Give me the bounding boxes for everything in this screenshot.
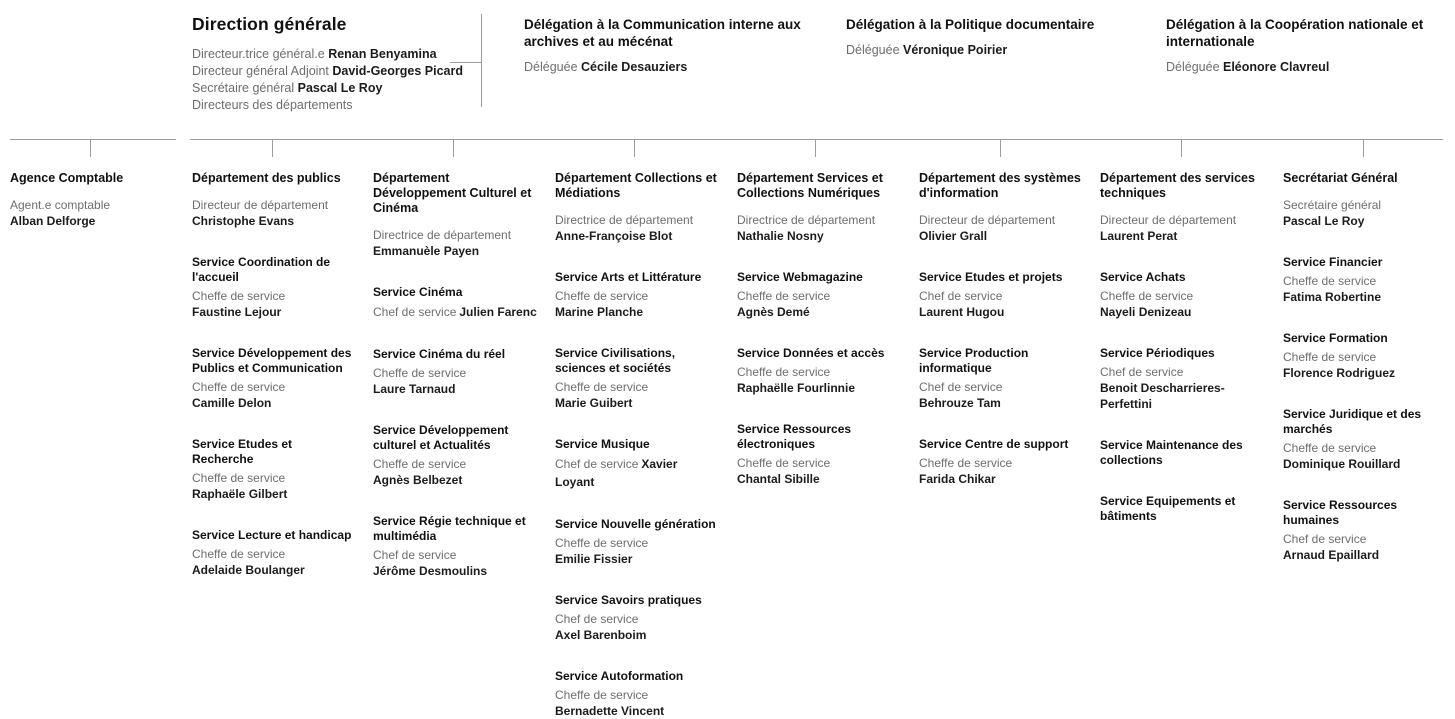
department-title: Département des publics: [192, 171, 341, 185]
head-role: Directeur de département: [1100, 213, 1237, 227]
head-name: Christophe Evans: [192, 214, 295, 228]
department-head: [555, 212, 719, 244]
service-chief-name: Arnaud Epaillard: [1283, 548, 1380, 562]
service-chief-name: Faustine Lejour: [192, 305, 282, 319]
service-block: [192, 437, 356, 502]
department-head: [919, 212, 1083, 244]
delegation-person: [1166, 60, 1434, 74]
service-block: [919, 437, 1083, 487]
service-role: Chef de service: [555, 457, 639, 471]
service-block: [192, 528, 356, 578]
services: [919, 270, 1083, 487]
delegation-title: Délégation à la Politique documentaire: [846, 17, 1095, 32]
service-chief-name: Chantal Sibille: [737, 472, 820, 486]
head-role: Directrice de département: [555, 213, 694, 227]
service-title: Service Musique: [555, 437, 650, 451]
service-role: Cheffe de service: [373, 366, 467, 380]
service-chief-name: Dominique Rouillard: [1283, 457, 1401, 471]
service-block: [737, 270, 901, 320]
service-role: Cheffe de service: [1283, 441, 1377, 455]
service-role: Cheffe de service: [555, 688, 649, 702]
service-block: [555, 346, 719, 411]
head-role: Secrétaire général: [1283, 198, 1382, 212]
department-title: Agence Comptable: [10, 171, 124, 185]
service-title: Service Savoirs pratiques: [555, 593, 702, 607]
service-chief-name: Julien Farenc: [459, 305, 537, 319]
department-column: [1100, 171, 1264, 527]
services: [373, 285, 537, 579]
service-block: [555, 270, 719, 320]
direction-title: Direction générale: [192, 14, 347, 34]
delegation-title: Délégation à la Communication interne aux archives et au mécénat: [524, 17, 801, 49]
service-chief-name: Behrouze Tam: [919, 396, 1001, 410]
direction-member: [192, 63, 472, 80]
service-title: Service Ressources humaines: [1283, 498, 1398, 527]
service-chief-name: Axel Barenboim: [555, 628, 647, 642]
department-title: Secrétariat Général: [1283, 171, 1398, 185]
service-block: [1283, 407, 1447, 472]
service-chief-name: Nayeli Denizeau: [1100, 305, 1192, 319]
head-role: Directrice de département: [373, 228, 512, 242]
service-chief-name: Laure Tarnaud: [373, 382, 456, 396]
service-chief-name: Xavier Loyant: [555, 457, 678, 489]
service-block: [1283, 498, 1447, 563]
service-block: [1283, 255, 1447, 305]
department-title: Département Collections et Médiations: [555, 171, 717, 200]
head-role: Directrice de département: [737, 213, 876, 227]
service-role: Cheffe de service: [919, 456, 1013, 470]
delegation-politique-documentaire-block: [846, 16, 1126, 57]
service-role: Chef de service: [373, 548, 457, 562]
member-role: Directeurs des départements: [192, 98, 353, 112]
service-role: Cheffe de service: [737, 289, 831, 303]
service-role: Chef de service: [919, 380, 1003, 394]
department-column: [10, 171, 174, 229]
column-tick-connector: [453, 139, 454, 157]
service-block: [919, 346, 1083, 411]
department-title: Département des services techniques: [1100, 171, 1255, 200]
service-role: Chef de service: [1283, 532, 1367, 546]
service-title: Service Juridique et des marchés: [1283, 407, 1422, 436]
head-name: Anne-Françoise Blot: [555, 229, 673, 243]
delegation-person: [846, 43, 1126, 57]
service-block: [1100, 494, 1264, 524]
direction-generale-block: [192, 14, 472, 114]
head-name: Laurent Perat: [1100, 229, 1178, 243]
direction-member: [192, 97, 472, 114]
department-column: [737, 171, 901, 487]
service-title: Service Arts et Littérature: [555, 270, 702, 284]
service-chief-name: Emilie Fissier: [555, 552, 633, 566]
service-role: Cheffe de service: [373, 457, 467, 471]
service-block: [373, 347, 537, 397]
service-chief-name: Raphaëlle Fourlinnie: [737, 381, 856, 395]
services: [1283, 255, 1447, 563]
service-block: [192, 346, 356, 411]
service-block: [555, 669, 719, 719]
department-head: [1100, 212, 1264, 244]
member-role: Secrétaire général: [192, 81, 295, 95]
column-tick-connector: [1000, 139, 1001, 157]
service-title: Service Développement culturel et Actualités: [373, 423, 509, 452]
service-title: Service Nouvelle génération: [555, 517, 716, 531]
service-chief-name: Benoit Descharrieres-Perfettini: [1100, 381, 1225, 411]
service-role: Cheffe de service: [555, 380, 649, 394]
member-name: Renan Benyamina: [328, 47, 437, 61]
service-role: Cheffe de service: [555, 289, 649, 303]
department-column: [919, 171, 1083, 487]
service-title: Service Régie technique et multimédia: [373, 514, 526, 543]
service-block: [737, 422, 901, 487]
service-block: [1100, 270, 1264, 320]
direction-vertical-connector: [481, 14, 482, 107]
service-chief-name: Raphaële Gilbert: [192, 487, 288, 501]
delegation-title: Délégation à la Coopération nationale et internationale: [1166, 17, 1424, 49]
service-title: Service Webmagazine: [737, 270, 863, 284]
service-chief-name: Marine Planche: [555, 305, 644, 319]
department-head: [10, 197, 174, 229]
department-column: [1283, 171, 1447, 563]
head-name: Olivier Grall: [919, 229, 988, 243]
service-title: Service Equipements et bâtiments: [1100, 494, 1236, 523]
service-block: [555, 517, 719, 567]
column-tick-connector: [815, 139, 816, 157]
service-chief-name: Agnès Belbezet: [373, 473, 463, 487]
service-role: Cheffe de service: [737, 365, 831, 379]
service-block: [1100, 438, 1264, 468]
service-title: Service Données et accès: [737, 346, 885, 360]
delegate-name: Cécile Desauziers: [581, 60, 688, 74]
delegate-name: Véronique Poirier: [903, 43, 1008, 57]
department-title: Département des systèmes d'information: [919, 171, 1081, 200]
service-title: Service Cinéma: [373, 285, 463, 299]
service-chief-name: Marie Guibert: [555, 396, 633, 410]
department-title: Département Développement Culturel et Cinéma: [373, 171, 532, 215]
service-title: Service Etudes et projets: [919, 270, 1063, 284]
department-column: [555, 171, 719, 719]
service-title: Service Production informatique: [919, 346, 1029, 375]
direction-member: [192, 46, 472, 63]
delegation-communication-block: [524, 16, 811, 74]
service-role: Chef de service: [373, 305, 457, 319]
department-head: [737, 212, 901, 244]
head-name: Nathalie Nosny: [737, 229, 824, 243]
head-role: Agent.e comptable: [10, 198, 111, 212]
service-title: Service Développement des Publics et Communication: [192, 346, 352, 375]
service-chief-name: Agnès Demé: [737, 305, 810, 319]
service-role: Cheffe de service: [192, 547, 286, 561]
delegate-role: Déléguée: [1166, 60, 1220, 74]
service-chief-name: Adelaide Boulanger: [192, 563, 305, 577]
service-block: [373, 514, 537, 579]
department-title: Département Services et Collections Numériques: [737, 171, 883, 200]
delegate-role: Déléguée: [846, 43, 900, 57]
service-chief-name: Florence Rodriguez: [1283, 366, 1396, 380]
column-tick-connector: [1181, 139, 1182, 157]
delegate-role: Déléguée: [524, 60, 578, 74]
service-title: Service Ressources électroniques: [737, 422, 852, 451]
service-block: [919, 270, 1083, 320]
department-column: [373, 171, 537, 579]
delegate-name: Eléonore Clavreul: [1223, 60, 1330, 74]
service-title: Service Lecture et handicap: [192, 528, 352, 542]
service-chief-name: Fatima Robertine: [1283, 290, 1382, 304]
service-role: Cheffe de service: [192, 380, 286, 394]
direction-hook-connector: [450, 62, 481, 63]
service-title: Service Maintenance des collections: [1100, 438, 1243, 467]
service-title: Service Formation: [1283, 331, 1388, 345]
member-role: Directeur.trice général.e: [192, 47, 325, 61]
service-title: Service Etudes et Recherche: [192, 437, 293, 466]
head-name: Pascal Le Roy: [1283, 214, 1365, 228]
head-role: Directeur de département: [192, 198, 329, 212]
head-name: Alban Delforge: [10, 214, 96, 228]
column-tick-connector: [634, 139, 635, 157]
service-role: Cheffe de service: [1283, 350, 1377, 364]
service-role: Cheffe de service: [192, 471, 286, 485]
service-role: Cheffe de service: [555, 536, 649, 550]
service-block: [373, 423, 537, 488]
service-title: Service Autoformation: [555, 669, 684, 683]
service-block: [555, 593, 719, 643]
member-name: David-Georges Picard: [332, 64, 463, 78]
service-title: Service Civilisations, sciences et sociétés: [555, 346, 676, 375]
horizontal-rule-left: [10, 139, 176, 140]
services: [737, 270, 901, 487]
department-head: [1283, 197, 1447, 229]
department-head: [192, 197, 356, 229]
service-chief-name: Bernadette Vincent: [555, 704, 665, 718]
service-block: [373, 285, 537, 321]
services: [1100, 270, 1264, 524]
department-head: [373, 227, 537, 259]
column-tick-connector: [272, 139, 273, 157]
service-block: [1283, 331, 1447, 381]
service-role: Cheffe de service: [192, 289, 286, 303]
column-tick-connector: [1363, 139, 1364, 157]
services: [192, 255, 356, 578]
service-role: Chef de service: [555, 612, 639, 626]
service-role: Cheffe de service: [1283, 274, 1377, 288]
delegation-person: [524, 60, 811, 74]
service-title: Service Cinéma du réel: [373, 347, 506, 361]
member-name: Pascal Le Roy: [297, 81, 383, 95]
service-role: Cheffe de service: [1100, 289, 1194, 303]
delegation-cooperation-block: [1166, 16, 1434, 74]
department-column: [192, 171, 356, 578]
service-title: Service Financier: [1283, 255, 1383, 269]
service-chief-name: Camille Delon: [192, 396, 272, 410]
member-role: Directeur général Adjoint: [192, 64, 329, 78]
service-block: [555, 437, 719, 491]
service-block: [192, 255, 356, 320]
services: [555, 270, 719, 719]
service-chief-name: Jérôme Desmoulins: [373, 564, 488, 578]
service-role: Cheffe de service: [737, 456, 831, 470]
column-tick-connector: [90, 139, 91, 157]
service-role: Chef de service: [919, 289, 1003, 303]
horizontal-rule-main: [190, 139, 1443, 140]
service-title: Service Périodiques: [1100, 346, 1215, 360]
head-role: Directeur de département: [919, 213, 1056, 227]
head-name: Emmanuèle Payen: [373, 244, 480, 258]
service-chief-name: Farida Chikar: [919, 472, 996, 486]
direction-member: [192, 80, 472, 97]
service-title: Service Centre de support: [919, 437, 1069, 451]
service-role: Chef de service: [1100, 365, 1184, 379]
service-title: Service Achats: [1100, 270, 1186, 284]
service-chief-name: Laurent Hugou: [919, 305, 1005, 319]
service-block: [737, 346, 901, 396]
service-block: [1100, 346, 1264, 412]
service-title: Service Coordination de l'accueil: [192, 255, 331, 284]
